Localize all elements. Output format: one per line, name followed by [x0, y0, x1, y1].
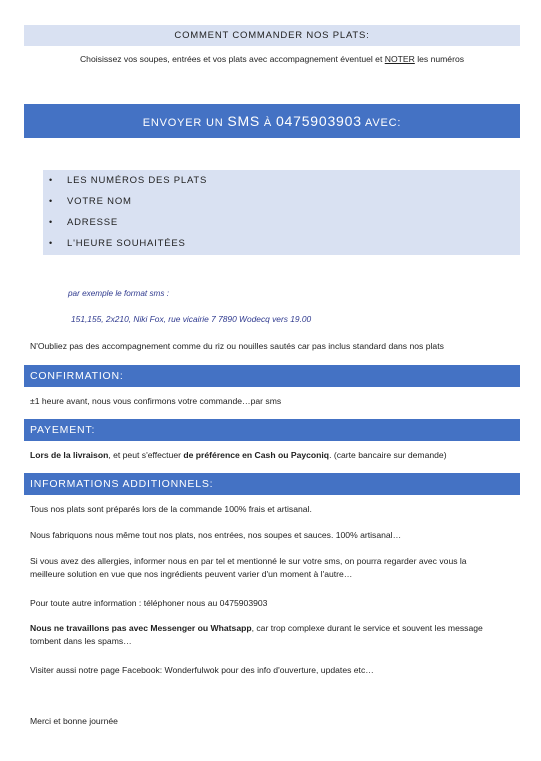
info-paragraph-6: Visiter aussi notre page Facebook: Wonderfulwok pour des info d'ouverture, updates etc… [30, 665, 374, 675]
payment-bold-1: Lors de la livraison [30, 450, 109, 460]
list-item [43, 233, 520, 254]
confirmation-text: ±1 heure avant, nous vous confirmons votre commande…par sms [30, 396, 282, 406]
info-paragraph-2: Nous fabriquons nous même tout nos plats, nos entrées, nos soupes et sauces. 100% artisanal… [30, 530, 402, 540]
payment-text [30, 449, 520, 462]
list-item-label: LES NUMÉROS DES PLATS [67, 175, 208, 186]
payment-heading [24, 419, 520, 441]
closing-text: Merci et bonne journée [30, 716, 118, 726]
intro-text [24, 53, 520, 66]
sms-suffix: AVEC: [361, 117, 402, 129]
sms-a: À [260, 117, 276, 129]
info-paragraph-5-rest: , car trop complexe durant le service et souvent les message tombent dans les spams… [30, 623, 483, 646]
bullet-icon: • [49, 238, 53, 248]
bullet-icon: • [49, 196, 53, 206]
list-item [43, 170, 520, 191]
example-text: 151,155, 2x210, Niki Fox, rue vicairie 7 7890 Wodecq vers 19.00 [71, 314, 312, 324]
sms-number: 0475903903 [275, 113, 362, 129]
payment-text-1: , et peut s'effectuer [108, 450, 184, 460]
list-item [43, 212, 520, 233]
info-paragraph-3: Si vous avez des allergies, informer nous en par tel et mentionné le sur votre sms, on pourra regarder avec vous la meilleure solution en vue que nos ingrédients peuvent varier d'un moment à l'autre… [30, 556, 467, 579]
bullet-icon: • [49, 217, 53, 227]
checklist-box [43, 170, 520, 255]
reminder-text: N'Oubliez pas des accompagnement comme du riz ou nouilles sautés car pas inclus standard dans nos plats [30, 341, 444, 351]
payment-heading-label: PAYEMENT: [30, 424, 96, 436]
intro-before: Choisissez vos soupes, entrées et vos plats avec accompagnement éventuel et [79, 54, 385, 64]
example-label: par exemple le format sms : [68, 289, 170, 298]
title-band [24, 25, 520, 46]
intro-underlined: NOTER [384, 54, 415, 64]
checklist [43, 170, 520, 254]
info-paragraph-5-bold: Nous ne travaillons pas avec Messenger ou Whatsapp [30, 623, 252, 633]
list-item [43, 191, 520, 212]
info-paragraph-4: Pour toute autre information : téléphoner nous au 0475903903 [30, 598, 268, 608]
list-item-label: VOTRE NOM [67, 196, 132, 207]
info-paragraph-1: Tous nos plats sont préparés lors de la commande 100% frais et artisanal. [30, 504, 312, 514]
bullet-icon: • [49, 175, 53, 185]
page-title: COMMENT COMMANDER NOS PLATS: [174, 30, 370, 41]
confirmation-heading [24, 365, 520, 387]
info-heading-label: INFORMATIONS ADDITIONNELS: [30, 478, 214, 490]
sms-banner [24, 104, 520, 138]
list-item-label: ADRESSE [67, 217, 119, 228]
intro-after: les numéros [414, 54, 465, 64]
list-item-label: L'HEURE SOUHAITÉES [67, 238, 186, 249]
payment-bold-2: de préférence en Cash ou Payconiq [183, 450, 330, 460]
info-heading [24, 473, 520, 495]
payment-text-2: . (carte bancaire sur demande) [329, 450, 447, 460]
sms-prefix: ENVOYER UN [142, 117, 228, 129]
confirmation-heading-label: CONFIRMATION: [30, 370, 124, 382]
info-paragraph-5 [30, 622, 500, 648]
sms-word: SMS [227, 113, 261, 129]
